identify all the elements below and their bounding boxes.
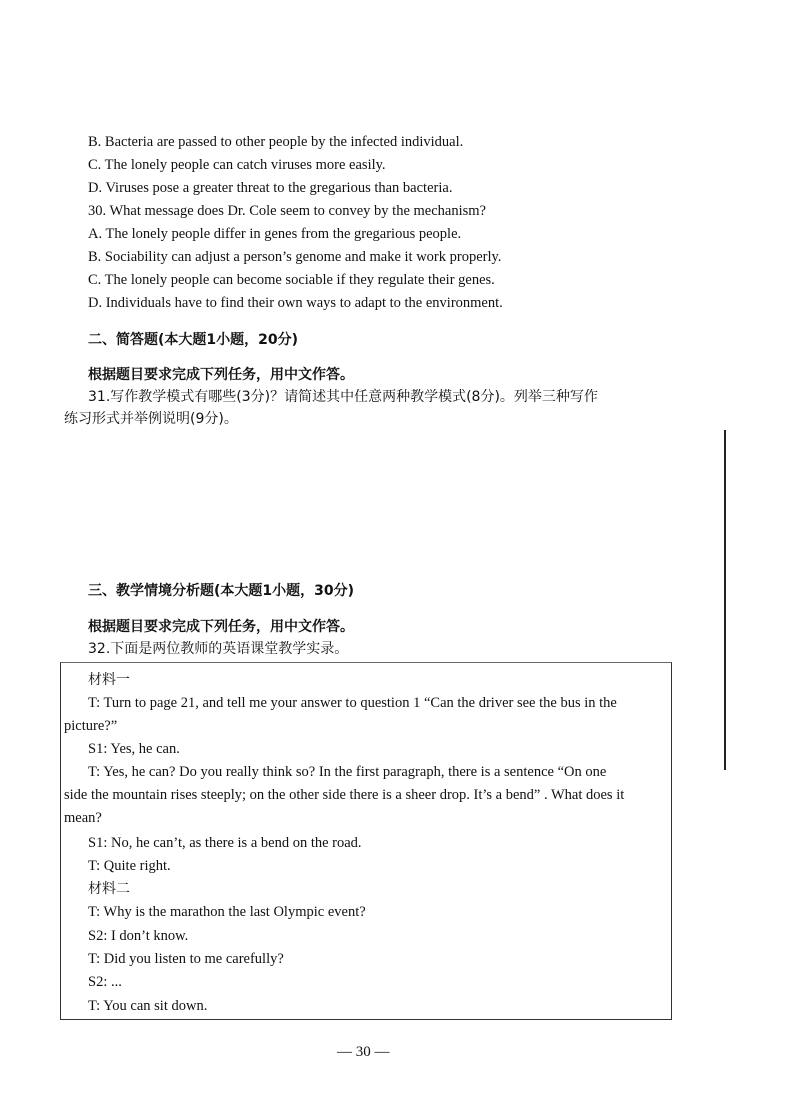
section2-heading: 二、简答题(本大题1小题，20分) [88, 332, 299, 348]
transcript-line: T: Quite right. [88, 858, 171, 874]
q29-option-d: D. Viruses pose a greater threat to the gregarious than bacteria. [88, 180, 453, 196]
transcript-line: S1: Yes, he can. [88, 741, 180, 757]
material-1-label: 材料一 [88, 672, 130, 688]
q29-option-b: B. Bacteria are passed to other people by the infected individual. [88, 134, 464, 150]
transcript-line: S1: No, he can’t, as there is a bend on the road. [88, 835, 362, 851]
transcript-line: T: Did you listen to me carefully? [88, 951, 284, 967]
q31-line2: 练习形式并举例说明(9分)。 [64, 411, 238, 427]
transcript-line: mean? [64, 810, 102, 826]
q30-option-b: B. Sociability can adjust a person’s genome and make it work properly. [88, 249, 502, 265]
q32-question: 32.下面是两位教师的英语课堂教学实录。 [88, 641, 349, 657]
transcript-line: T: You can sit down. [88, 998, 208, 1014]
section2-instruction: 根据题目要求完成下列任务，用中文作答。 [88, 367, 354, 383]
transcript-line: S2: ... [88, 974, 122, 990]
transcript-line: side the mountain rises steeply; on the other side there is a sheer drop. It’s a bend” . What does it [64, 787, 625, 803]
page-number: — 30 — [337, 1044, 390, 1060]
transcript-line: T: Why is the marathon the last Olympic event? [88, 904, 366, 920]
section3-instruction: 根据题目要求完成下列任务，用中文作答。 [88, 619, 354, 635]
section3-heading: 三、教学情境分析题(本大题1小题，30分) [88, 583, 355, 599]
material-2-label: 材料二 [88, 881, 130, 897]
q30-option-c: C. The lonely people can become sociable if they regulate their genes. [88, 272, 495, 288]
scan-edge-line [724, 430, 726, 770]
q30-question: 30. What message does Dr. Cole seem to convey by the mechanism? [88, 203, 486, 219]
q30-option-a: A. The lonely people differ in genes from the gregarious people. [88, 226, 462, 242]
transcript-line: T: Turn to page 21, and tell me your answer to question 1 “Can the driver see the bus in the [88, 695, 617, 711]
q30-option-d: D. Individuals have to find their own ways to adapt to the environment. [88, 295, 503, 311]
transcript-line: S2: I don’t know. [88, 928, 189, 944]
q29-option-c: C. The lonely people can catch viruses more easily. [88, 157, 386, 173]
transcript-line: picture?” [64, 718, 118, 734]
transcript-line: T: Yes, he can? Do you really think so? In the first paragraph, there is a sentence “On one [88, 764, 607, 780]
q31-line1: 31.写作教学模式有哪些(3分)？请简述其中任意两种教学模式(8分)。列举三种写作 [88, 389, 598, 405]
